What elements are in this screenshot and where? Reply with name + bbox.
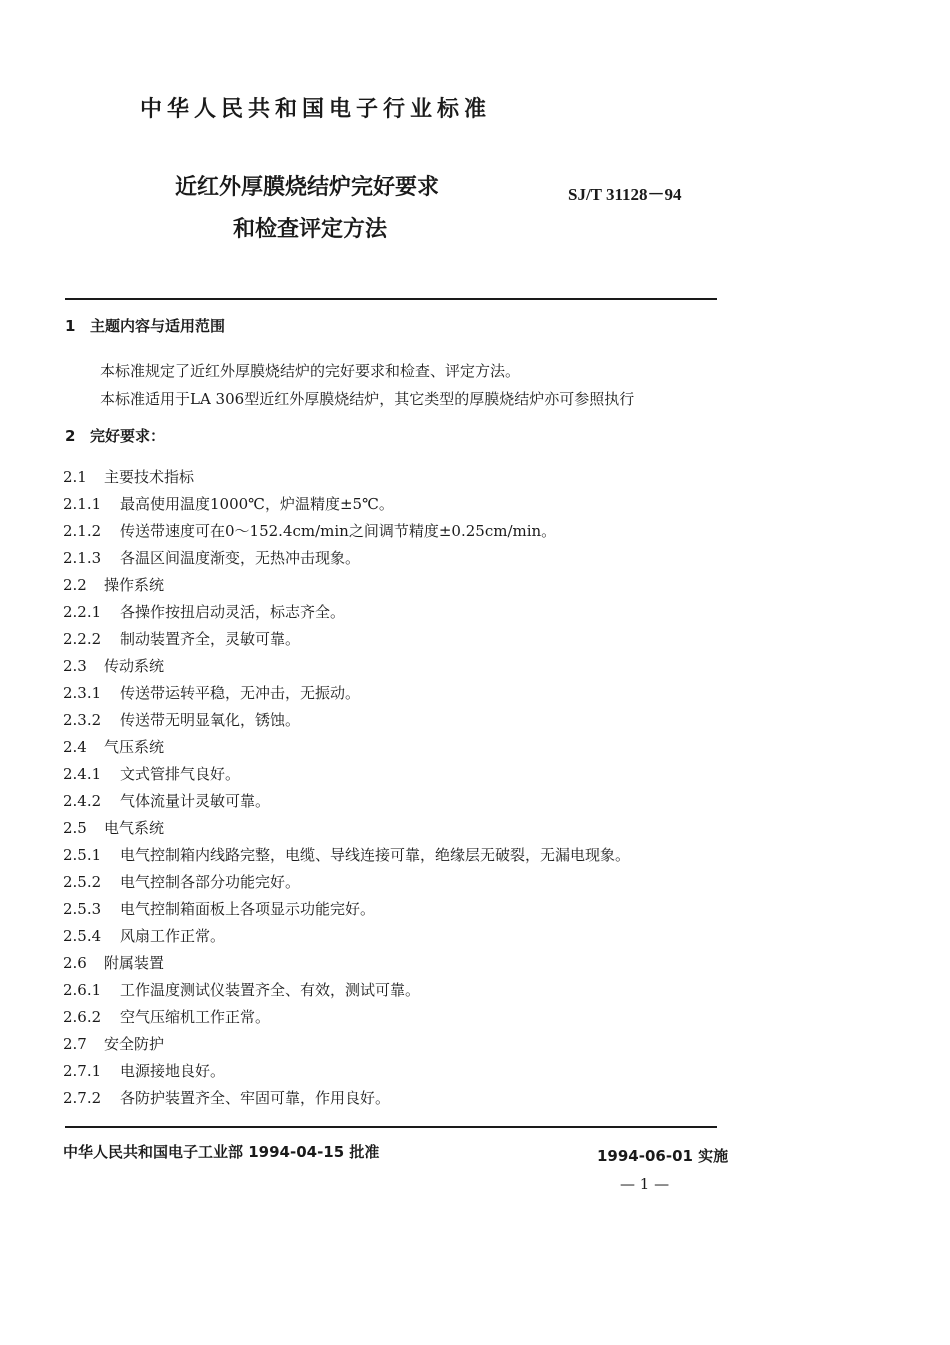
clause-number: 2.1.2 xyxy=(63,522,102,540)
clause-text: 安全防护 xyxy=(104,1035,165,1053)
clause-item xyxy=(63,872,300,892)
clause-text: 电气系统 xyxy=(104,819,165,837)
clause-text: 操作系统 xyxy=(104,576,165,594)
clause-number: 2.5.1 xyxy=(63,846,102,864)
clause-number: 2.6.2 xyxy=(63,1008,102,1026)
clause-item xyxy=(63,1061,225,1081)
section-1-title: 主题内容与适用范围 xyxy=(90,317,226,335)
clause-number: 2.5.4 xyxy=(63,927,102,945)
clause-item xyxy=(63,656,164,676)
clause-item xyxy=(63,683,360,703)
clause-text: 各操作按扭启动灵活，标志齐全。 xyxy=(120,603,346,621)
approval-line: 中华人民共和国电子工业部 1994-04-15 批准 xyxy=(63,1143,380,1161)
clause-number: 2.5.3 xyxy=(63,900,102,918)
clause-item xyxy=(63,494,394,514)
standard-header: 中华人民共和国电子行业标准 xyxy=(140,97,492,122)
clause-item xyxy=(63,629,300,649)
clause-number: 2.1 xyxy=(63,468,87,486)
section-1-heading xyxy=(65,316,225,336)
clause-text: 电气控制箱内线路完整，电缆、导线连接可靠，绝缘层无破裂，无漏电现象。 xyxy=(120,846,631,864)
bottom-rule xyxy=(65,1126,717,1128)
standard-code: SJ/T 31128－94 xyxy=(568,185,682,204)
clause-number: 2.3.1 xyxy=(63,684,102,702)
clause-text: 传动系统 xyxy=(104,657,165,675)
clause-item xyxy=(63,764,240,784)
clause-item xyxy=(63,710,300,730)
clause-item xyxy=(63,953,164,973)
clause-item xyxy=(63,1007,270,1027)
clause-number: 2.3.2 xyxy=(63,711,102,729)
section-2-heading xyxy=(65,426,165,446)
clause-number: 2.2.2 xyxy=(63,630,102,648)
clause-number: 2.7.1 xyxy=(63,1062,102,1080)
implementation-date: 1994-06-01 实施 xyxy=(597,1147,729,1165)
top-rule xyxy=(65,298,717,300)
clause-text: 电气控制各部分功能完好。 xyxy=(120,873,301,891)
clause-item xyxy=(63,1088,390,1108)
clause-item xyxy=(63,926,225,946)
clause-item xyxy=(63,845,630,865)
clause-number: 2.6.1 xyxy=(63,981,102,999)
clause-number: 2.7 xyxy=(63,1035,87,1053)
section-2-number: 2 xyxy=(65,427,76,445)
clause-text: 工作温度测试仪装置齐全、有效，测试可靠。 xyxy=(120,981,421,999)
section-1-number: 1 xyxy=(65,317,76,335)
clause-item xyxy=(63,899,375,919)
clause-text: 传送带运转平稳，无冲击，无振动。 xyxy=(120,684,361,702)
clause-number: 2.2 xyxy=(63,576,87,594)
clause-number: 2.6 xyxy=(63,954,87,972)
clause-item xyxy=(63,791,270,811)
clause-text: 各防护装置齐全、牢固可靠，作用良好。 xyxy=(120,1089,391,1107)
clause-number: 2.3 xyxy=(63,657,87,675)
document-title-line-1: 近红外厚膜烧结炉完好要求 xyxy=(175,175,440,200)
clause-text: 气体流量计灵敏可靠。 xyxy=(120,792,271,810)
clause-item xyxy=(63,521,556,541)
page-number: — 1 — xyxy=(620,1175,670,1193)
clause-number: 2.5 xyxy=(63,819,87,837)
clause-text: 最高使用温度1000℃，炉温精度±5℃。 xyxy=(120,495,394,513)
document-title-line-2: 和检查评定方法 xyxy=(233,217,388,242)
section-1-paragraph-1: 本标准规定了近红外厚膜烧结炉的完好要求和检查、评定方法。 xyxy=(100,362,521,380)
clause-number: 2.4 xyxy=(63,738,87,756)
clause-number: 2.4.1 xyxy=(63,765,102,783)
clause-text: 制动装置齐全，灵敏可靠。 xyxy=(120,630,301,648)
clause-number: 2.4.2 xyxy=(63,792,102,810)
clause-text: 气压系统 xyxy=(104,738,165,756)
clause-number: 2.2.1 xyxy=(63,603,102,621)
clause-item xyxy=(63,818,164,838)
clause-item xyxy=(63,737,164,757)
clause-item xyxy=(63,548,360,568)
clause-item xyxy=(63,602,345,622)
clause-number: 2.1.1 xyxy=(63,495,102,513)
clause-item xyxy=(63,980,420,1000)
clause-text: 主要技术指标 xyxy=(104,468,195,486)
clause-text: 电气控制箱面板上各项显示功能完好。 xyxy=(120,900,376,918)
clause-number: 2.1.3 xyxy=(63,549,102,567)
clause-number: 2.5.2 xyxy=(63,873,102,891)
clause-text: 文式管排气良好。 xyxy=(120,765,241,783)
clause-number: 2.7.2 xyxy=(63,1089,102,1107)
section-2-title: 完好要求： xyxy=(90,427,166,445)
clause-text: 电源接地良好。 xyxy=(120,1062,226,1080)
clause-item xyxy=(63,467,194,487)
clause-text: 空气压缩机工作正常。 xyxy=(120,1008,271,1026)
clause-text: 风扇工作正常。 xyxy=(120,927,226,945)
clause-item xyxy=(63,1034,164,1054)
clause-item xyxy=(63,575,164,595)
clause-text: 附属装置 xyxy=(104,954,165,972)
clause-text: 各温区间温度渐变，无热冲击现象。 xyxy=(120,549,361,567)
clause-text: 传送带无明显氧化，锈蚀。 xyxy=(120,711,301,729)
clause-text: 传送带速度可在0～152.4cm/min之间调节精度±0.25cm/min。 xyxy=(120,522,557,540)
section-1-paragraph-2: 本标准适用于LA 306型近红外厚膜烧结炉，其它类型的厚膜烧结炉亦可参照执行 xyxy=(100,390,635,408)
